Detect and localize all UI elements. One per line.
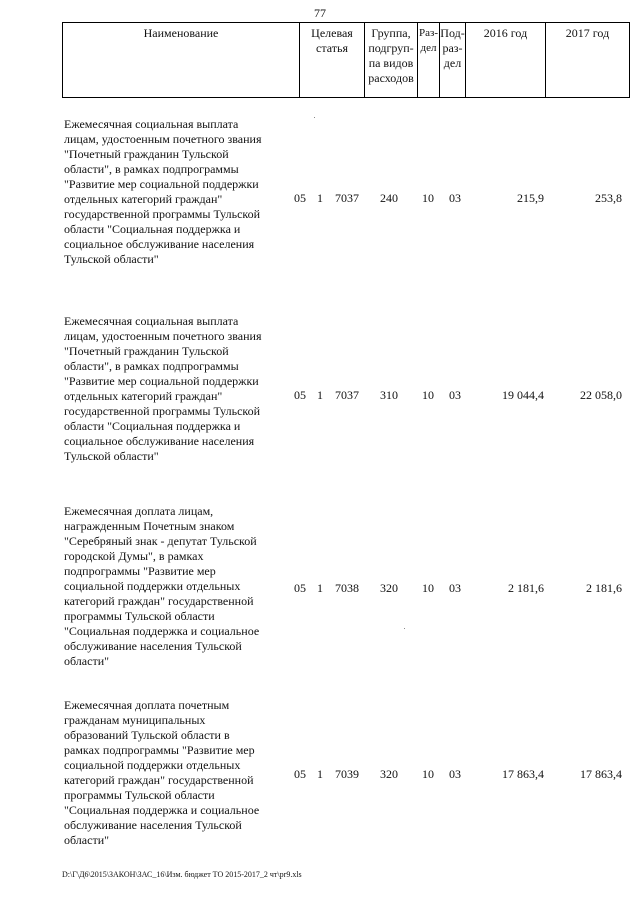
subprogram-code: 1 (317, 767, 323, 781)
amount-2016: 17 863,4 (502, 767, 544, 781)
header-2016: 2016 год (465, 23, 545, 97)
direction-code: 7038 (335, 581, 359, 595)
subprogram-code: 1 (317, 191, 323, 205)
table-header (62, 22, 630, 98)
row-description: Ежемесячная социальная выплата лицам, удостоенным почетного звания "Почетный гражданин Тульской области", в рамках подпрограммы "Развитие мер социальной поддержки отдельных категорий граждан" государственной программы Тульской области "Социальная поддержка и социальное обслуживание населения Тульской области" (64, 314, 262, 463)
section-code: 10 (422, 191, 434, 205)
amount-2017: 2 181,6 (586, 581, 622, 595)
amount-2016: 2 181,6 (508, 581, 544, 595)
direction-code: 7037 (335, 388, 359, 402)
amount-2017: 17 863,4 (580, 767, 622, 781)
row-description: Ежемесячная доплата почетным гражданам муниципальных образований Тульской области в рамках подпрограммы "Развитие мер социальной поддержки отдельных категорий граждан" государственной программы Тульской области "Социальная поддержка и социальное обслуживание населения Тульской области" (64, 698, 260, 847)
program-code: 05 (294, 388, 306, 402)
file-path-footer: D:\Г\Д6\2015\ЗАКОН\ЗАС_16\Изм. бюджет ТО 2015-2017_2 чт\pr9.xls (62, 870, 302, 879)
subsection-code: 03 (449, 581, 461, 595)
subsection-code: 03 (449, 767, 461, 781)
direction-code: 7037 (335, 191, 359, 205)
subsection-code: 03 (449, 388, 461, 402)
amount-2016: 215,9 (517, 191, 544, 205)
subprogram-code: 1 (317, 388, 323, 402)
amount-2017: 22 058,0 (580, 388, 622, 402)
program-code: 05 (294, 767, 306, 781)
page-number: 77 (314, 6, 326, 20)
header-subsection: Под- раз- дел (439, 23, 465, 97)
expense-group: 320 (380, 767, 398, 781)
header-name: Наименование (143, 26, 219, 40)
header-2017: 2017 год (545, 23, 629, 97)
row-description: Ежемесячная социальная выплата лицам, удостоенным почетного звания "Почетный гражданин Тульской области", в рамках подпрограммы "Развитие мер социальной поддержки отдельных категорий граждан" государственной программы Тульской области "Социальная поддержка и социальное обслуживание населения Тульской области" (64, 117, 262, 266)
program-code: 05 (294, 191, 306, 205)
scan-speck (314, 117, 315, 118)
program-code: 05 (294, 581, 306, 595)
row-description: Ежемесячная доплата лицам, награжденным Почетным знаком "Серебряный знак - депутат Тульской городской Думы", в рамках подпрограммы "Развитие мер социальной поддержки отдельных категорий граждан" государственной программы Тульской области "Социальная поддержка и социальное обслуживание населения Тульской области" (64, 504, 260, 668)
subprogram-code: 1 (317, 581, 323, 595)
header-target-article: Целевая статья (299, 23, 364, 97)
section-code: 10 (422, 581, 434, 595)
header-section: Раз- дел (417, 23, 439, 97)
header-expense-group: Группа, подгруп- па видов расходов (364, 23, 417, 97)
expense-group: 310 (380, 388, 398, 402)
amount-2017: 253,8 (595, 191, 622, 205)
direction-code: 7039 (335, 767, 359, 781)
section-code: 10 (422, 767, 434, 781)
expense-group: 320 (380, 581, 398, 595)
subsection-code: 03 (449, 191, 461, 205)
expense-group: 240 (380, 191, 398, 205)
section-code: 10 (422, 388, 434, 402)
amount-2016: 19 044,4 (502, 388, 544, 402)
scan-speck (404, 628, 405, 629)
